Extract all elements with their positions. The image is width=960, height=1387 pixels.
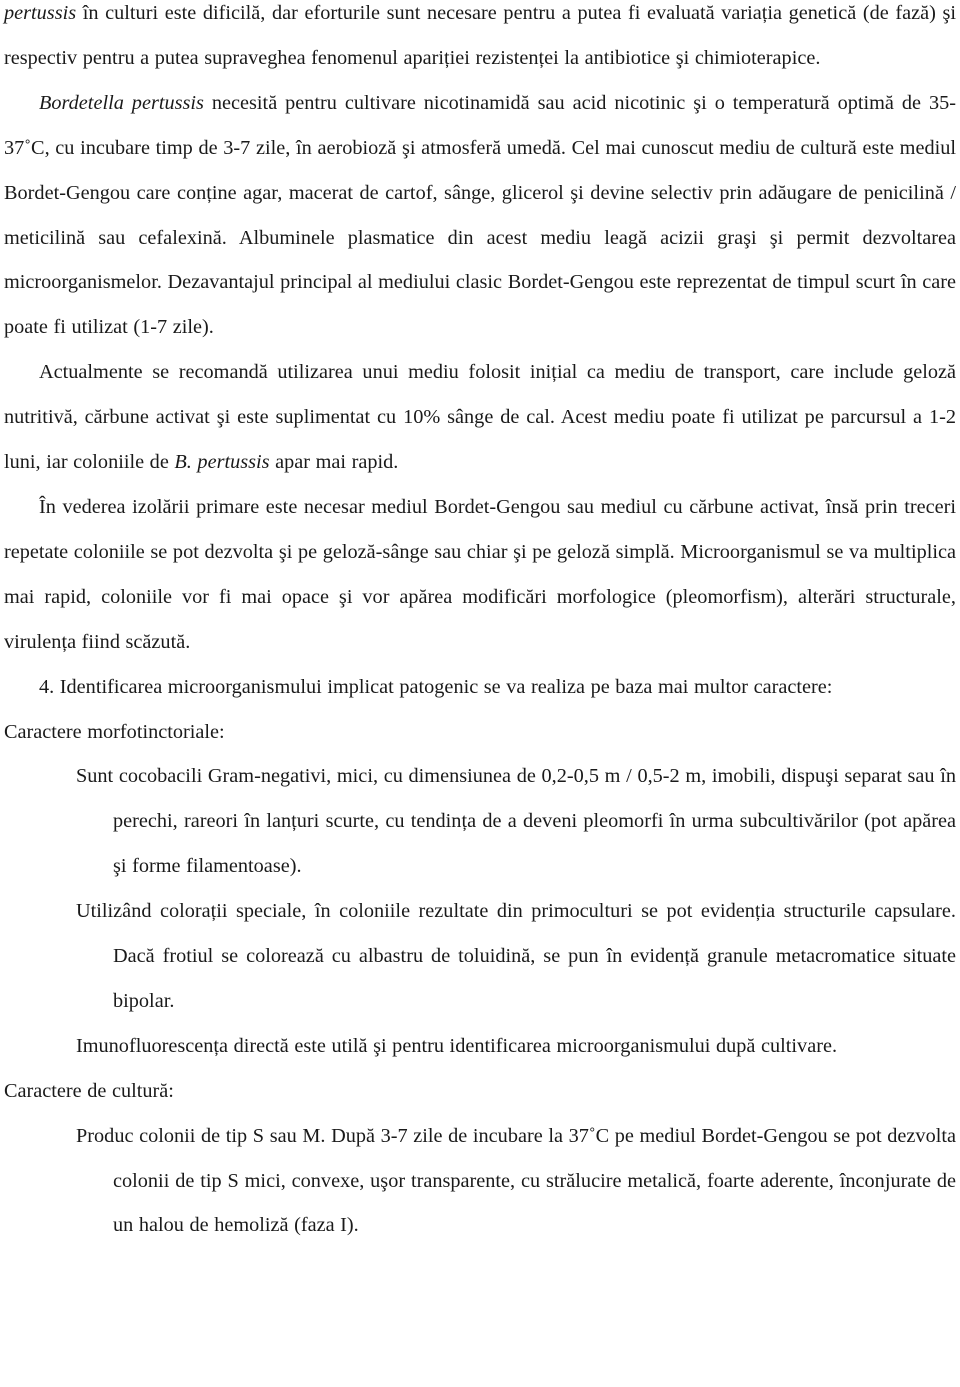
species-name: Bordetella pertussis: [39, 91, 204, 114]
paragraph-text: Actualmente se recomandă utilizarea unui mediu folosit inițial ca mediu de transport, care include geloză nutritivă, cărbune activat şi este suplimentat cu 10% sânge de cal. Acest mediu poate fi utilizat pe parcursul a 1-2 luni, iar coloniile de: [4, 361, 956, 474]
list-item-morphology: Sunt cocobacili Gram-negativi, mici, cu dimensiunea de 0,2-0,5 m / 0,5-2 m, imobili, dispuşi separat sau în perechi, rareori în lanțuri scurte, cu tendința de a deveni pleomorfi în urma subcultivărilor (pot apărea şi forme filamentoase).: [76, 765, 956, 878]
list-item-culture: Produc colonii de tip S sau M. După 3-7 zile de incubare la 37˚C pe mediul Bordet-Gengou se pot dezvolta colonii de tip S mici, convexe, uşor transparente, cu strălucire metalică, foarte aderente, înconjurate de un halou de hemoliză (faza I).: [76, 1124, 956, 1237]
species-name: B. pertussis: [174, 451, 270, 474]
list-item-morphology: Imunofluorescența directă este utilă şi pentru identificarea microorganismului după cultivare.: [76, 1034, 838, 1057]
paragraph-cultivation-requirements: [4, 81, 956, 350]
paragraph-transport-medium: [4, 350, 956, 485]
section-heading-morphology: Caractere morfotinctoriale:: [4, 720, 225, 743]
paragraph-text: în culturi este dificilă, dar eforturile sunt necesare pentru a putea fi evaluată variația genetică (de fază) şi respectiv pentru a putea supraveghea fenomenul apariției rezistenței la antibiotice şi chimioterapice.: [4, 2, 956, 69]
list-item-morphology: Utilizând colorații speciale, în coloniile rezultate din primoculturi se pot evidenția structurile capsulare. Dacă frotiul se colorează cu albastru de toluidină, se pun în evidență granule metacromatice situate bipolar.: [76, 900, 956, 1012]
paragraph-primary-isolation: În vederea izolării primare este necesar mediul Bordet-Gengou sau mediul cu cărbune activat, însă prin treceri repetate coloniile se pot dezvolta şi pe geloză-sânge sau chiar şi pe geloză simplă. Microorganismul se va multiplica mai rapid, coloniile vor fi mai opace şi vor apărea modificări morfologice (pleomorfism), alterări structurale, virulența fiind scăzută.: [4, 495, 956, 653]
paragraph-culture-difficulty: [4, 0, 956, 81]
paragraph-text: necesită pentru cultivare nicotinamidă sau acid nicotinic şi o temperatură optimă de 35-37˚C, cu incubare timp de 3-7 zile, în aerobioză şi atmosferă umedă. Cel mai cunoscut mediu de cultură este mediul Bordet-Gengou care conține agar, macerat de cartof, sânge, glicerol şi devine selectiv prin adăugare de penicilină / meticilină sau cefalexină. Albuminele plasmatice din acest mediu leagă acizii graşi şi permit dezvoltarea microorganismelor. Dezavantajul principal al mediului clasic Bordet-Gengou este reprezentat de timpul scurt în care poate fi utilizat (1-7 zile).: [4, 91, 956, 339]
paragraph-text: apar mai rapid.: [269, 451, 399, 474]
paragraph-identification: 4. Identificarea microorganismului implicat patogenic se va realiza pe baza mai multor caractere:: [39, 675, 833, 698]
section-heading-culture: Caractere de cultură:: [4, 1079, 174, 1102]
species-name: pertussis: [4, 2, 77, 24]
